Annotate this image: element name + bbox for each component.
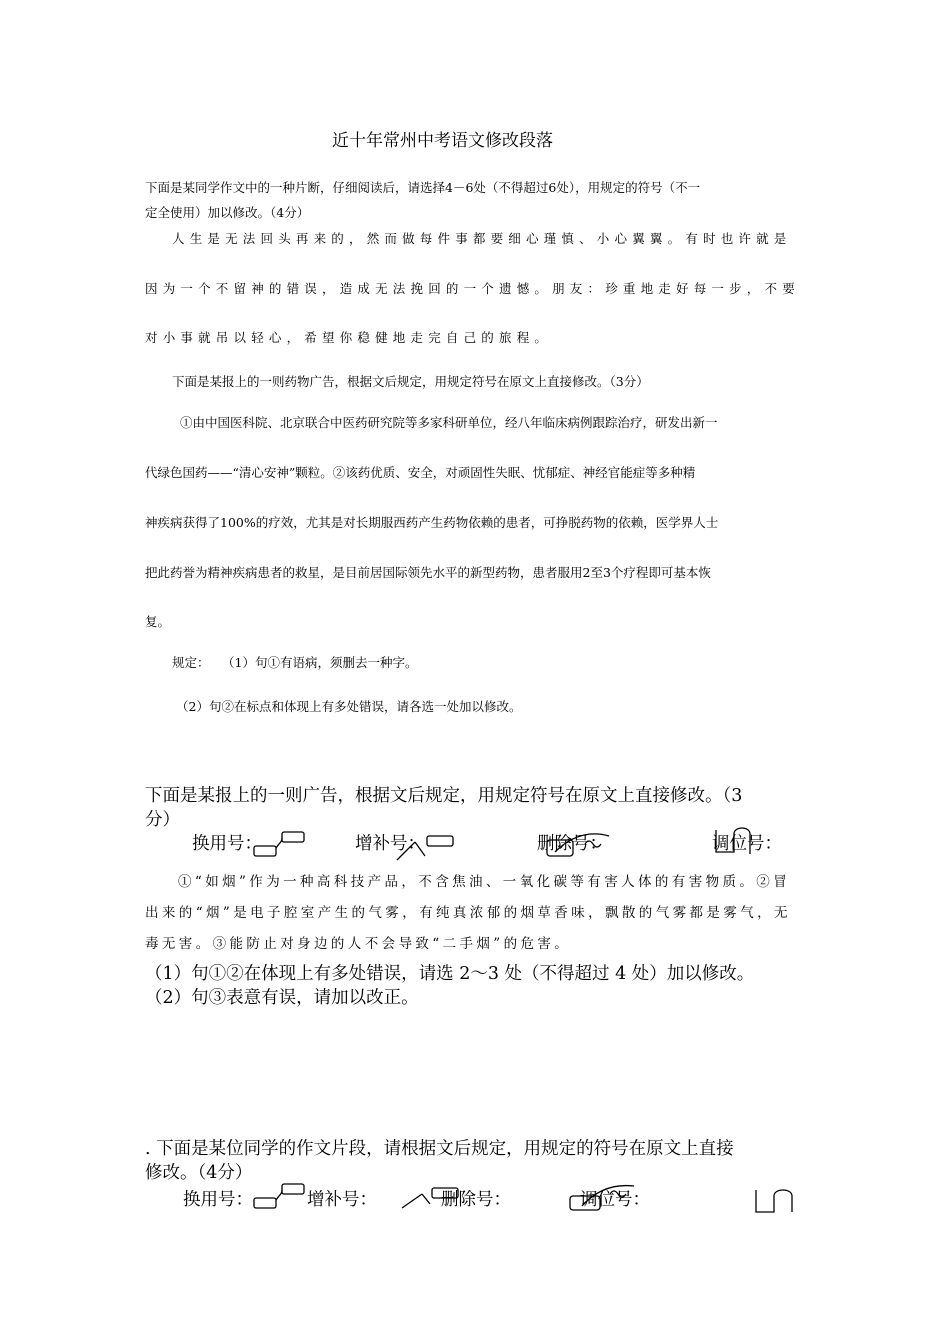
section3-instruction-line1: 下面是某报上的一则广告，根据文后规定，用规定符号在原文上直接修改。（3 (145, 786, 743, 806)
section1-passage-line1: 人生是无法回头再来的，然而做每件事都要细心瑾慎、小心翼翼。有时也许就是 (172, 231, 792, 246)
section2-rule-label: 规定： (172, 655, 210, 670)
section3-instruction-line2: 分） (145, 810, 180, 830)
replace-symbol-icon (252, 830, 308, 860)
swap-symbol-icon (710, 826, 758, 858)
section2-line4: 把此药誉为精神疾病患者的救星，是目前居国际领先水平的新型药物，患者服用2至3个疗程即可基本恢 (145, 565, 711, 580)
section3-line1: ①“如烟”作为一种高科技产品，不含焦油、一氧化碳等有害人体的有害物质。②冒 (178, 874, 791, 890)
replace-symbol-icon (252, 1182, 308, 1212)
section1-passage-line2: 因为一个不留神的错误，造成无法挽回的一个遗憾。朋友：珍重地走好每一步，不要 (145, 281, 800, 296)
section3-delete-symbol-label: 删除号： (537, 834, 607, 854)
section3-rule1: （1）句①②在体现上有多处错误，请选 2～3 处（不得超过 4 处）加以修改。 (145, 964, 755, 984)
section4-delete-symbol-label: 删除号： (441, 1190, 511, 1210)
insert-symbol-icon (393, 830, 457, 862)
section3-line3: 毒无害。③能防止对身边的人不会导致“二手烟”的危害。 (145, 936, 572, 952)
section4-insert-symbol-label: 增补号： (307, 1190, 377, 1210)
delete-symbol-icon (545, 830, 615, 860)
section2-line2: 代绿色国药——“清心安神”颗粒。②该药优质、安全，对顽固性失眠、忧郁症、神经官能症等多种精 (145, 465, 696, 480)
section3-line2: 出来的“烟”是电子腔室产生的气雾，有纯真浓郁的烟草香味，飘散的气雾都是雾气，无 (145, 905, 791, 921)
section2-rule1: （1）句①有语病，须删去一种字。 (222, 655, 418, 670)
section2-line3: 神疾病获得了100%的疗效，尤其是对长期服西药产生药物依赖的患者，可挣脱药物的依赖，医学界人士 (145, 515, 719, 530)
delete-symbol-icon (568, 1182, 638, 1214)
section3-replace-symbol-label: 换用号： (192, 834, 262, 854)
section1-instruction-line2: 定全使用）加以修改。（4分） (145, 205, 310, 220)
section2-line5: 复。 (145, 614, 171, 629)
section3-swap-symbol-label: 调位号： (712, 834, 782, 854)
page-title: 近十年常州中考语文修改段落 (332, 131, 553, 151)
section4-instruction-line2: 修改。（4分） (145, 1163, 253, 1183)
section4-swap-symbol-label: 调位号： (580, 1190, 650, 1210)
section1-instruction-line1: 下面是某同学作文中的一种片断，仔细阅读后，请选择4－6处（不得超过6处），用规定的符号（不一 (145, 180, 701, 195)
section2-rule2: （2）句②在标点和体现上有多处错误，请各选一处加以修改。 (176, 699, 522, 714)
section3-rule2: （2）句③表意有误，请加以改正。 (145, 988, 419, 1008)
section2-line1: ①由中国医科院、北京联合中医药研究院等多家科研单位，经八年临床病例跟踪治疗，研发出新一 (180, 415, 718, 430)
swap-symbol-icon (752, 1186, 800, 1216)
section4-replace-symbol-label: 换用号： (183, 1190, 253, 1210)
section1-passage-line3: 对小事就吊以轻心，希望你稳健地走完自己的旅程。 (145, 330, 553, 345)
section3-insert-symbol-label: 增补号： (355, 834, 425, 854)
section4-instruction-line1: . 下面是某位同学的作文片段，请根据文后规定，用规定的符号在原文上直接 (145, 1139, 734, 1159)
section2-instruction: 下面是某报上的一则药物广告，根据文后规定，用规定符号在原文上直接修改。（3分） (172, 374, 649, 389)
